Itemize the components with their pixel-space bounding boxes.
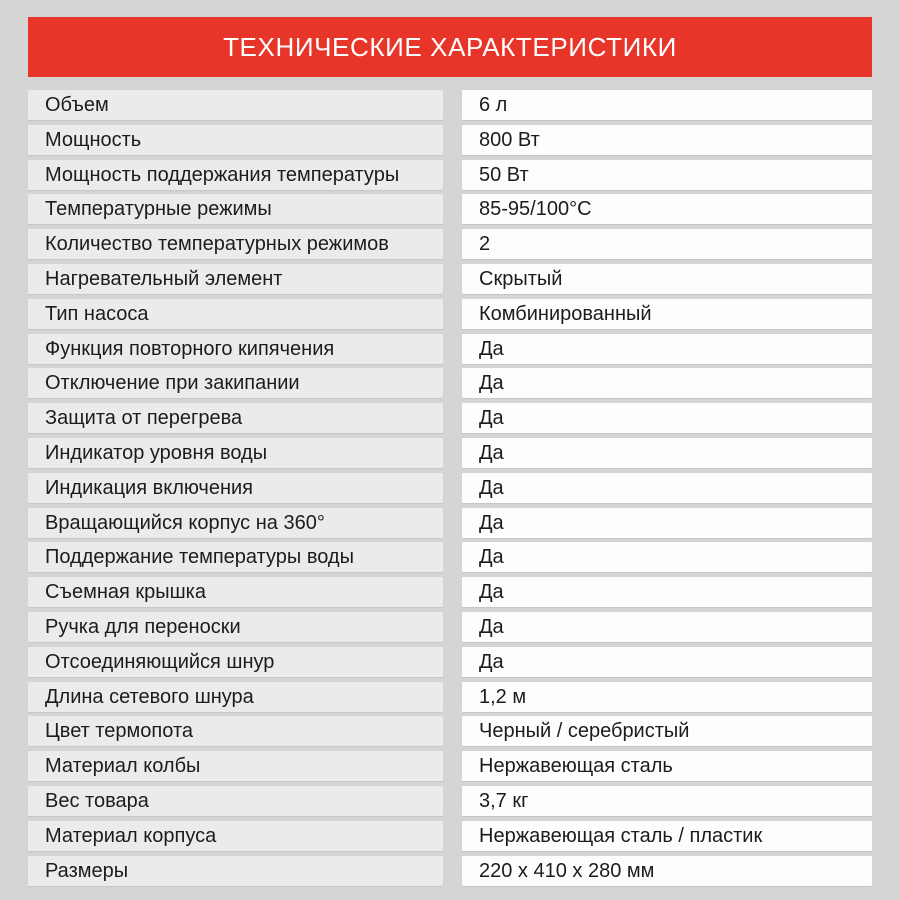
spec-row [28, 786, 872, 816]
spec-value: 3,7 кг [462, 786, 872, 816]
spec-row [28, 368, 872, 398]
spec-value: Да [462, 368, 872, 398]
spec-value: Да [462, 647, 872, 677]
spec-value: Скрытый [462, 264, 872, 294]
spec-value: 800 Вт [462, 125, 872, 155]
spec-value: Комбинированный [462, 299, 872, 329]
spec-label: Температурные режимы [28, 194, 443, 224]
spec-row [28, 90, 872, 120]
spec-row [28, 821, 872, 851]
spec-value: Нержавеющая сталь / пластик [462, 821, 872, 851]
spec-table [28, 90, 872, 886]
spec-label: Функция повторного кипячения [28, 334, 443, 364]
spec-label: Защита от перегрева [28, 403, 443, 433]
spec-label: Ручка для переноски [28, 612, 443, 642]
spec-value: Да [462, 403, 872, 433]
spec-row [28, 682, 872, 712]
spec-label: Мощность поддержания температуры [28, 160, 443, 190]
spec-value: 220 x 410 x 280 мм [462, 856, 872, 886]
spec-value: Да [462, 577, 872, 607]
spec-label: Размеры [28, 856, 443, 886]
spec-value: 2 [462, 229, 872, 259]
spec-label: Отсоединяющийся шнур [28, 647, 443, 677]
spec-row [28, 160, 872, 190]
spec-row [28, 473, 872, 503]
spec-row [28, 334, 872, 364]
spec-label: Съемная крышка [28, 577, 443, 607]
spec-label: Мощность [28, 125, 443, 155]
section-header [28, 17, 872, 77]
spec-row [28, 229, 872, 259]
spec-row [28, 856, 872, 886]
spec-value: 1,2 м [462, 682, 872, 712]
spec-value: 85-95/100°C [462, 194, 872, 224]
spec-row [28, 751, 872, 781]
spec-value: Да [462, 334, 872, 364]
spec-row [28, 612, 872, 642]
spec-label: Вес товара [28, 786, 443, 816]
spec-value: Да [462, 612, 872, 642]
spec-label: Материал колбы [28, 751, 443, 781]
spec-label: Поддержание температуры воды [28, 542, 443, 572]
spec-row [28, 716, 872, 746]
spec-label: Нагревательный элемент [28, 264, 443, 294]
spec-label: Отключение при закипании [28, 368, 443, 398]
spec-value: Да [462, 508, 872, 538]
spec-row [28, 647, 872, 677]
spec-label: Объем [28, 90, 443, 120]
spec-value: Да [462, 438, 872, 468]
spec-row [28, 125, 872, 155]
spec-label: Количество температурных режимов [28, 229, 443, 259]
spec-row [28, 577, 872, 607]
spec-label: Тип насоса [28, 299, 443, 329]
spec-row [28, 194, 872, 224]
spec-value: Черный / серебристый [462, 716, 872, 746]
spec-value: 6 л [462, 90, 872, 120]
spec-label: Вращающийся корпус на 360° [28, 508, 443, 538]
spec-label: Индикатор уровня воды [28, 438, 443, 468]
spec-row [28, 264, 872, 294]
spec-label: Длина сетевого шнура [28, 682, 443, 712]
spec-label: Материал корпуса [28, 821, 443, 851]
spec-row [28, 403, 872, 433]
spec-row [28, 438, 872, 468]
spec-value: Да [462, 473, 872, 503]
spec-value: Нержавеющая сталь [462, 751, 872, 781]
spec-label: Индикация включения [28, 473, 443, 503]
spec-value: 50 Вт [462, 160, 872, 190]
spec-label: Цвет термопота [28, 716, 443, 746]
spec-row [28, 508, 872, 538]
spec-row [28, 542, 872, 572]
spec-row [28, 299, 872, 329]
spec-value: Да [462, 542, 872, 572]
page-title: ТЕХНИЧЕСКИЕ ХАРАКТЕРИСТИКИ [223, 31, 677, 62]
